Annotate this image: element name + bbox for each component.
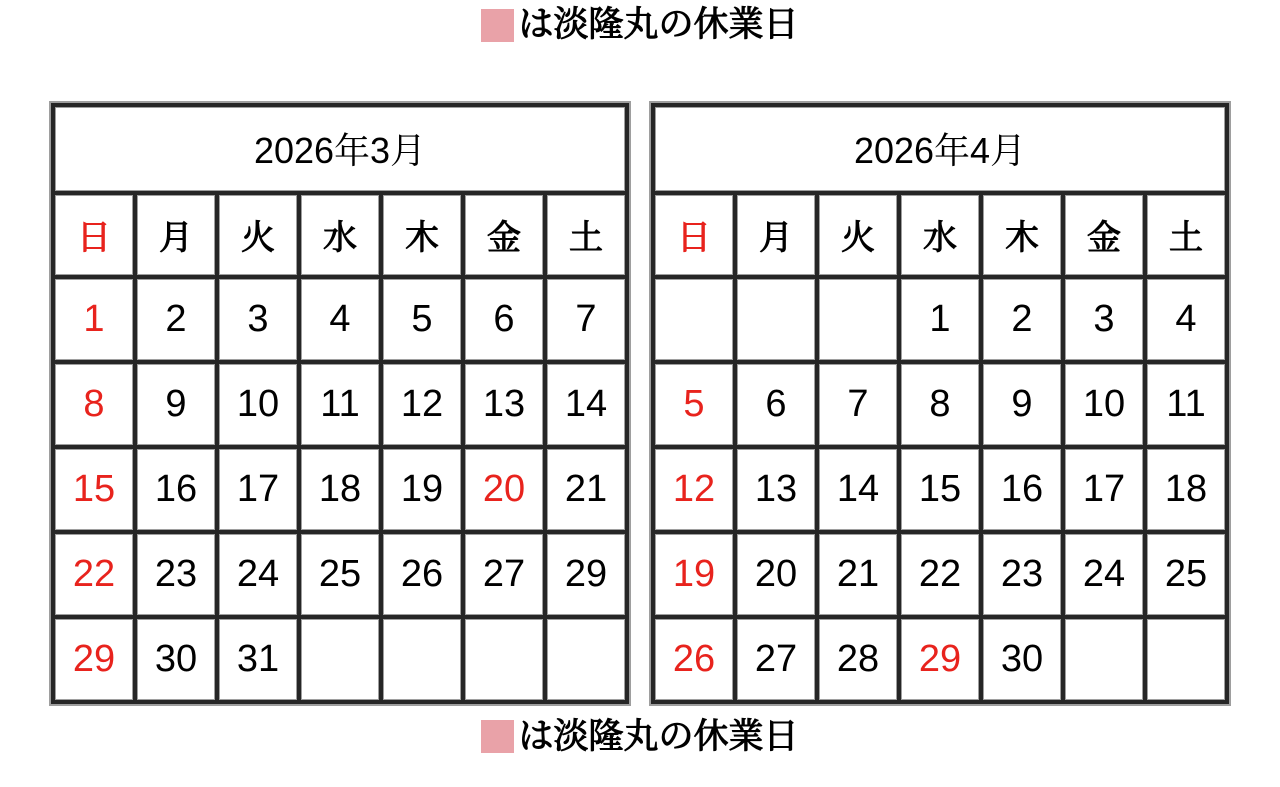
weekday-header-cell: 木 — [981, 193, 1063, 277]
date-cell: 19 — [653, 532, 735, 617]
date-cell: 19 — [381, 447, 463, 532]
legend-text: は淡隆丸の休業日 — [518, 716, 799, 756]
empty-cell — [1063, 617, 1145, 702]
calendar-april — [651, 103, 1229, 704]
weekday-header-cell: 月 — [135, 193, 217, 277]
weekday-header-cell: 土 — [1145, 193, 1227, 277]
empty-cell — [299, 617, 381, 702]
date-cell: 30 — [135, 617, 217, 702]
date-cell: 22 — [899, 532, 981, 617]
weekday-header-cell: 日 — [53, 193, 135, 277]
weekday-header-cell: 木 — [381, 193, 463, 277]
date-cell: 18 — [1145, 447, 1227, 532]
empty-cell — [1145, 617, 1227, 702]
weekday-header-cell: 火 — [217, 193, 299, 277]
weekday-header-cell: 水 — [899, 193, 981, 277]
date-cell: 5 — [653, 362, 735, 447]
date-cell: 18 — [299, 447, 381, 532]
date-cell: 10 — [217, 362, 299, 447]
calendar-march — [51, 103, 629, 704]
empty-cell — [463, 617, 545, 702]
date-cell: 29 — [53, 617, 135, 702]
weekday-header-cell: 金 — [1063, 193, 1145, 277]
date-cell: 8 — [899, 362, 981, 447]
date-cell: 7 — [817, 362, 899, 447]
date-cell: 17 — [1063, 447, 1145, 532]
calendars-container — [0, 103, 1280, 704]
date-cell: 12 — [381, 362, 463, 447]
date-cell: 26 — [381, 532, 463, 617]
empty-cell — [381, 617, 463, 702]
weekday-header-cell: 日 — [653, 193, 735, 277]
date-cell: 6 — [463, 277, 545, 362]
date-cell: 21 — [545, 447, 627, 532]
date-cell: 22 — [53, 532, 135, 617]
legend-top — [0, 0, 1280, 45]
date-cell: 13 — [735, 447, 817, 532]
date-cell: 20 — [735, 532, 817, 617]
date-cell: 30 — [981, 617, 1063, 702]
date-cell: 24 — [1063, 532, 1145, 617]
date-cell: 5 — [381, 277, 463, 362]
date-cell: 28 — [817, 617, 899, 702]
date-cell: 20 — [463, 447, 545, 532]
closed-day-swatch-icon — [481, 720, 514, 753]
date-cell: 6 — [735, 362, 817, 447]
weekday-header-cell: 火 — [817, 193, 899, 277]
date-cell: 3 — [1063, 277, 1145, 362]
weekday-header-cell: 水 — [299, 193, 381, 277]
date-cell: 24 — [217, 532, 299, 617]
date-cell: 14 — [817, 447, 899, 532]
date-cell: 23 — [981, 532, 1063, 617]
date-cell: 1 — [53, 277, 135, 362]
date-cell: 16 — [135, 447, 217, 532]
date-cell: 3 — [217, 277, 299, 362]
date-cell: 29 — [545, 532, 627, 617]
date-cell: 4 — [299, 277, 381, 362]
date-cell: 2 — [981, 277, 1063, 362]
date-cell: 9 — [135, 362, 217, 447]
date-cell: 11 — [1145, 362, 1227, 447]
legend-bottom — [0, 718, 1280, 757]
date-cell: 13 — [463, 362, 545, 447]
empty-cell — [735, 277, 817, 362]
legend-text: は淡隆丸の休業日 — [518, 5, 799, 44]
date-cell: 27 — [735, 617, 817, 702]
date-cell: 10 — [1063, 362, 1145, 447]
date-cell: 11 — [299, 362, 381, 447]
date-cell: 16 — [981, 447, 1063, 532]
empty-cell — [545, 617, 627, 702]
date-cell: 14 — [545, 362, 627, 447]
calendar-title: 2026年4月 — [653, 105, 1227, 193]
date-cell: 29 — [899, 617, 981, 702]
date-cell: 31 — [217, 617, 299, 702]
calendar-title: 2026年3月 — [53, 105, 627, 193]
date-cell: 4 — [1145, 277, 1227, 362]
date-cell: 8 — [53, 362, 135, 447]
date-cell: 9 — [981, 362, 1063, 447]
closed-day-swatch-icon — [481, 9, 514, 42]
date-cell: 25 — [299, 532, 381, 617]
date-cell: 26 — [653, 617, 735, 702]
date-cell: 17 — [217, 447, 299, 532]
date-cell: 15 — [899, 447, 981, 532]
date-cell: 21 — [817, 532, 899, 617]
empty-cell — [653, 277, 735, 362]
date-cell: 1 — [899, 277, 981, 362]
weekday-header-cell: 月 — [735, 193, 817, 277]
empty-cell — [817, 277, 899, 362]
date-cell: 25 — [1145, 532, 1227, 617]
date-cell: 2 — [135, 277, 217, 362]
weekday-header-cell: 土 — [545, 193, 627, 277]
date-cell: 27 — [463, 532, 545, 617]
date-cell: 12 — [653, 447, 735, 532]
weekday-header-cell: 金 — [463, 193, 545, 277]
date-cell: 23 — [135, 532, 217, 617]
date-cell: 15 — [53, 447, 135, 532]
date-cell: 7 — [545, 277, 627, 362]
